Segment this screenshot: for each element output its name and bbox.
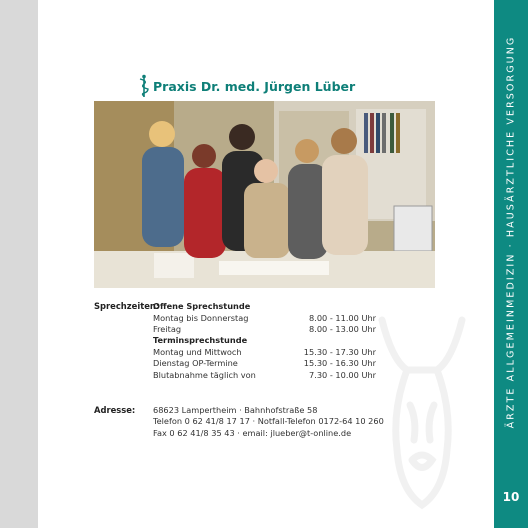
hours-row-time: 7.30 - 10.00 Uhr [309,370,376,380]
address-line: 68623 Lampertheim · Bahnhofstraße 58 [153,405,318,415]
side-band [494,0,528,528]
hours-row-text: Dienstag OP-Termine [153,358,238,368]
hours-row-text: Blutabnahme täglich von [153,370,256,380]
practice-title: Praxis Dr. med. Jürgen Lüber [153,78,356,94]
hours-label: Sprechzeiten: [94,301,160,311]
hours-row-time: 8.00 - 11.00 Uhr [309,313,376,323]
practice-header [138,74,355,98]
hours-row-time: 15.30 - 16.30 Uhr [303,358,376,368]
hours-row-text: Montag bis Donnerstag [153,313,249,323]
hours-row-time: 15.30 - 17.30 Uhr [303,347,376,357]
hours-row-time: 8.00 - 13.00 Uhr [309,324,376,334]
team-photo [94,101,435,288]
hours-row-text: Freitag [153,324,182,334]
page-gutter [0,0,38,528]
address-line: Telefon 0 62 41/8 17 17 · Notfall-Telefon 0172-64 10 260 [153,416,384,426]
caduceus-icon [138,74,150,98]
page-number: 10 [502,490,520,504]
address-label: Adresse: [94,405,136,415]
address-line: Fax 0 62 41/8 35 43 · email: jlueber@t-online.de [153,428,352,438]
hours-row-text: Montag und Mittwoch [153,347,242,357]
body-outline-icon [362,300,482,520]
hours-row-text: Offene Sprechstunde [153,301,251,311]
hours-row-text: Terminsprechstunde [153,335,248,345]
side-title: ÄRZTE ALLGEMEINMEDIZIN · HAUSÄRZTLICHE VERSORGUNG [505,35,517,429]
